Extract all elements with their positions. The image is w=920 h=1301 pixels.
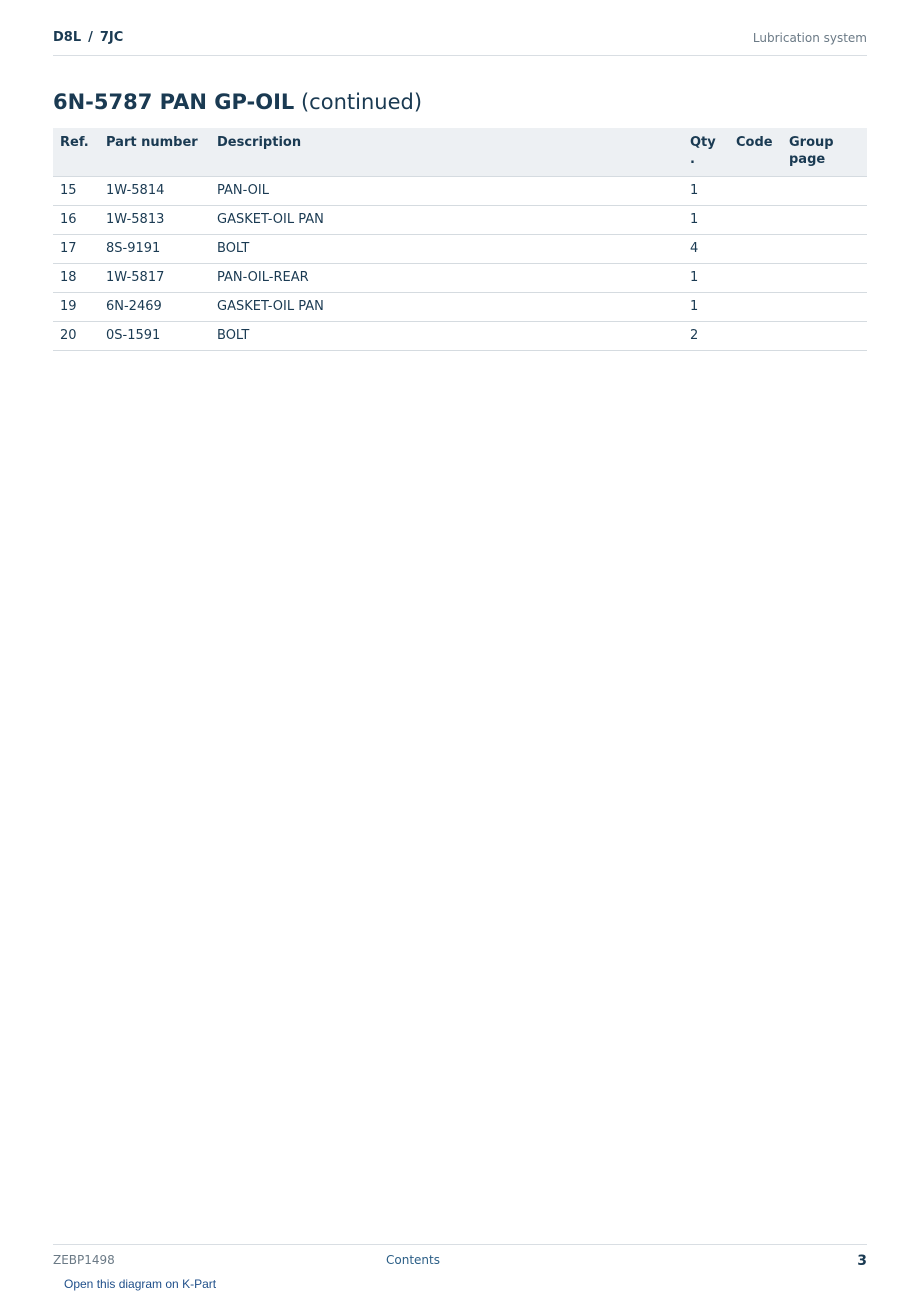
cell-ref: 18 <box>53 264 99 293</box>
column-header-code: Code <box>729 128 782 177</box>
cell-group-page <box>782 235 867 264</box>
breadcrumb <box>53 30 123 45</box>
cell-part-number: 8S-9191 <box>99 235 210 264</box>
contents-link[interactable]: Contents <box>386 1253 440 1267</box>
model-label: D8L <box>53 30 82 45</box>
cell-description: PAN-OIL <box>210 177 683 206</box>
table-row <box>53 177 867 206</box>
cell-group-page <box>782 206 867 235</box>
cell-ref: 17 <box>53 235 99 264</box>
group-header-line2: page <box>789 152 826 167</box>
section-name: Lubrication system <box>752 31 867 45</box>
continued-label: (continued) <box>300 90 423 114</box>
column-header-part-number: Part number <box>99 128 210 177</box>
page-number: 3 <box>857 1253 867 1269</box>
cell-qty: 2 <box>683 322 729 351</box>
column-header-ref: Ref. <box>53 128 99 177</box>
group-header-line1: Group <box>789 135 834 150</box>
cell-ref: 19 <box>53 293 99 322</box>
cell-description: GASKET-OIL PAN <box>210 206 683 235</box>
table-row <box>53 235 867 264</box>
cell-group-page <box>782 322 867 351</box>
column-header-qty <box>683 128 729 177</box>
cell-code <box>729 322 782 351</box>
table-row <box>53 264 867 293</box>
cell-qty: 1 <box>683 206 729 235</box>
cell-part-number: 6N-2469 <box>99 293 210 322</box>
table-row <box>53 206 867 235</box>
cell-code <box>729 206 782 235</box>
table-header-row <box>53 128 867 177</box>
cell-code <box>729 264 782 293</box>
breadcrumb-separator: / <box>88 30 93 45</box>
document-page <box>53 0 867 1300</box>
table-row <box>53 293 867 322</box>
cell-group-page <box>782 264 867 293</box>
assembly-title: 6N-5787 PAN GP-OIL <box>53 90 295 114</box>
column-header-group-page <box>782 128 867 177</box>
cell-ref: 20 <box>53 322 99 351</box>
cell-part-number: 1W-5817 <box>99 264 210 293</box>
table-row <box>53 322 867 351</box>
cell-code <box>729 177 782 206</box>
cell-part-number: 1W-5814 <box>99 177 210 206</box>
cell-part-number: 1W-5813 <box>99 206 210 235</box>
cell-ref: 16 <box>53 206 99 235</box>
cell-group-page <box>782 293 867 322</box>
page-footer <box>53 1244 867 1301</box>
cell-description: GASKET-OIL PAN <box>210 293 683 322</box>
cell-description: BOLT <box>210 322 683 351</box>
cell-qty: 1 <box>683 264 729 293</box>
document-id: ZEBP1498 <box>53 1253 115 1267</box>
cell-part-number: 0S-1591 <box>99 322 210 351</box>
cell-qty: 4 <box>683 235 729 264</box>
qty-header-line2: . <box>690 152 695 167</box>
cell-qty: 1 <box>683 177 729 206</box>
column-header-description: Description <box>210 128 683 177</box>
cell-code <box>729 235 782 264</box>
parts-table <box>53 128 867 351</box>
cell-description: PAN-OIL-REAR <box>210 264 683 293</box>
cell-group-page <box>782 177 867 206</box>
page-header <box>53 28 867 56</box>
cell-description: BOLT <box>210 235 683 264</box>
serial-prefix-label: 7JC <box>99 30 124 45</box>
qty-header-line1: Qty <box>690 135 716 150</box>
cell-ref: 15 <box>53 177 99 206</box>
open-in-kpart-link[interactable]: Open this diagram on K-Part <box>64 1277 217 1291</box>
page-title <box>53 90 422 114</box>
cell-qty: 1 <box>683 293 729 322</box>
cell-code <box>729 293 782 322</box>
